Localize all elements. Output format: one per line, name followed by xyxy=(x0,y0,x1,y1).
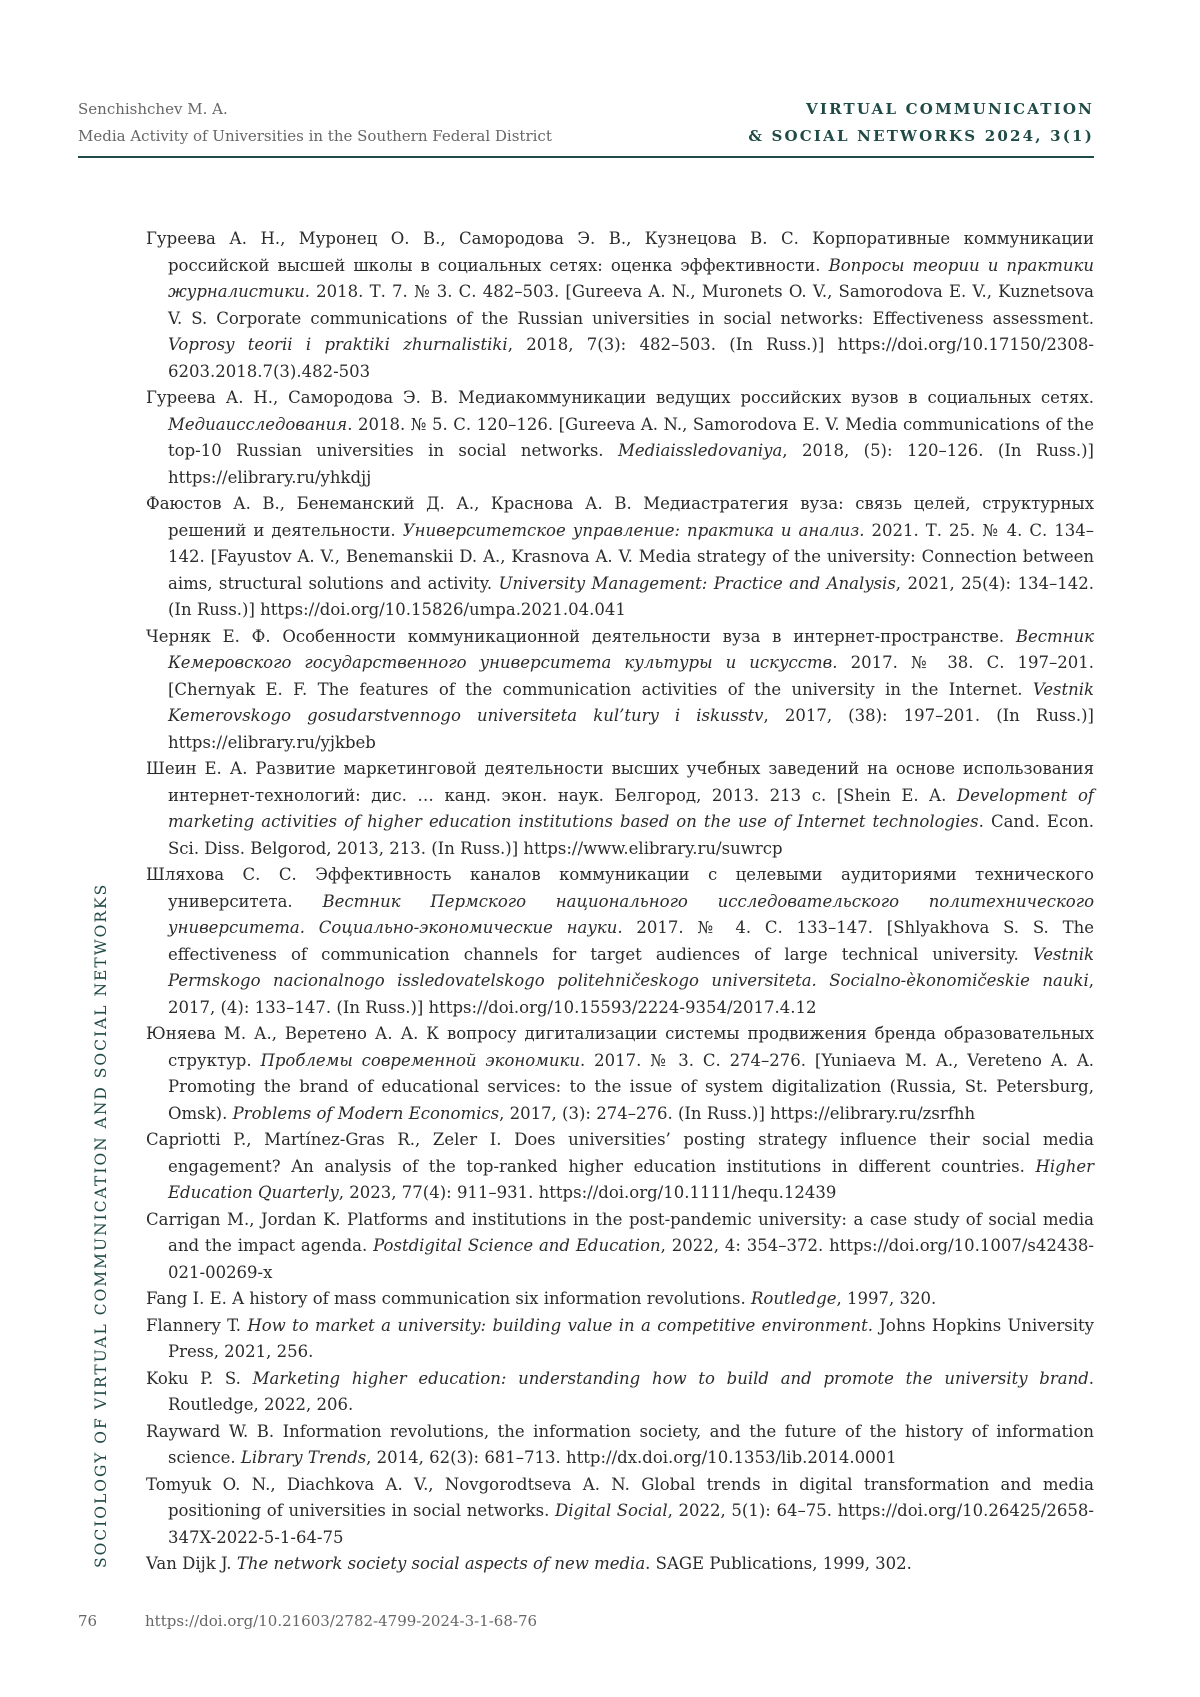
reference-entry xyxy=(146,624,1094,757)
reference-entry xyxy=(146,1286,1094,1313)
reference-text: 2017. № 4. С. 133–147. [Shlyakhova S. S. The effectiveness of communication channels for target audiences of large technical university. xyxy=(168,918,1094,964)
reference-source-title: Вопросы теории и практики журналистики. xyxy=(168,255,1094,301)
reference-text: , 2022, 5(1): 64–75. https://doi.org/10.26425/2658-347X-2022-5-1-64-75 xyxy=(168,1501,1094,1547)
reference-text: 2018. Т. 7. № 3. С. 482–503. [Gureeva A. N., Muronets O. V., Samorodova E. V., Kuznetsova V. S. Corporate communications of the Russian universities in social networks: Effectiveness assessment. xyxy=(168,282,1094,328)
reference-entry xyxy=(146,1313,1094,1366)
reference-text: 2021. Т. 25. № 4. С. 134–142. [Fayustov A. V., Benemanskii D. A., Krasnova A. V. Media strategy of the university: Connection between aims, structural solutions and activity. xyxy=(168,520,1094,593)
reference-text: . SAGE Publications, 1999, 302. xyxy=(645,1554,912,1573)
reference-entry xyxy=(146,226,1094,385)
reference-source-title: Development of marketing activities of higher education institutions based on the use of Internet technologies xyxy=(168,785,1095,831)
reference-text: Гуреева А. Н., Муронец О. В., Самородова Э. В., Кузнецова В. С. Корпоративные коммуникации российской высшей школы в социальных сетях: оценка эффективности. xyxy=(146,229,1094,275)
reference-entry xyxy=(146,1207,1094,1287)
reference-source-title: Voprosy teorii i praktiki zhurnalistiki xyxy=(168,335,508,354)
reference-text: Юняева М. А., Веретено А. А. К вопросу дигитализации системы продвижения бренда образовательных структур. xyxy=(146,1024,1094,1070)
reference-text: Van Dijk J. xyxy=(146,1554,237,1573)
reference-text: . Cand. Econ. Sci. Diss. Belgorod, 2013, 213. (In Russ.)] https://www.elibrary.ru/suwrcp xyxy=(168,812,1094,858)
reference-text: Rayward W. B. Information revolutions, the information society, and the future of the history of information science. xyxy=(146,1421,1094,1467)
reference-source-title: Problems of Modern Economics xyxy=(232,1103,500,1123)
reference-text: , 2014, 62(3): 681–713. http://dx.doi.org/10.1353/lib.2014.0001 xyxy=(366,1448,897,1467)
reference-entry xyxy=(146,1366,1094,1419)
reference-text: . Routledge, 2022, 206. xyxy=(168,1368,1095,1414)
reference-source-title: Vestnik Permskogo nacionalnogo issledovatelskogo politehničeskogo universiteta. Socialno-èkonomičeskie nauki xyxy=(168,944,1094,990)
reference-source-title: The network society social aspects of new media xyxy=(236,1554,646,1573)
reference-text: Шеин Е. А. Развитие маркетинговой деятельности высших учебных заведений на основе использования интернет-технологий: дис. … канд. экон. наук. Белгород, 2013. 213 с. [Shein E. A. xyxy=(146,759,1094,805)
reference-source-title: Университетское управление: практика и анализ. xyxy=(402,520,865,540)
reference-source-title: Вестник Кемеровского государственного университета культуры и искусств. xyxy=(168,626,1094,672)
reference-text: , 2018, 7(3): 482–503. (In Russ.)] https://doi.org/10.17150/2308-6203.2018.7(3).482-503 xyxy=(168,335,1094,381)
reference-text: , 2017, (4): 133–147. (In Russ.)] https://doi.org/10.15593/2224-9354/2017.4.12 xyxy=(168,971,1094,1017)
reference-source-title: Library Trends xyxy=(240,1448,367,1467)
reference-source-title: Mediaissledovaniya xyxy=(617,441,783,460)
header-journal-line1: VIRTUAL COMMUNICATION xyxy=(806,100,1094,118)
reference-entry xyxy=(146,756,1094,862)
reference-entry xyxy=(146,1021,1094,1127)
reference-text: Flannery T. xyxy=(146,1315,248,1335)
reference-text: Johns Hopkins University Press, 2021, 256. xyxy=(168,1315,1095,1361)
page-number: 76 xyxy=(78,1612,98,1630)
running-header xyxy=(78,96,1094,158)
reference-text: Fang I. E. A history of mass communication six information revolutions. xyxy=(146,1289,751,1308)
reference-text: Гуреева А. Н., Самородова Э. В. Медиакоммуникации ведущих российских вузов в социальных сетях. xyxy=(146,388,1094,407)
reference-text: Capriotti P., Martínez-Gras R., Zeler I. Does universities’ posting strategy influence their social media engagement? An analysis of the top-ranked higher education institutions in different countries. xyxy=(146,1130,1094,1176)
side-section-label: SOCIOLOGY OF VIRTUAL COMMUNICATION AND SOCIAL NETWORKS xyxy=(92,882,110,1568)
article-doi: https://doi.org/10.21603/2782-4799-2024-3-1-68-76 xyxy=(145,1612,538,1630)
reference-text: , 2023, 77(4): 911–931. https://doi.org/10.1111/hequ.12439 xyxy=(338,1183,837,1202)
reference-text: Carrigan M., Jordan K. Platforms and institutions in the post-pandemic university: a case study of social media and the impact agenda. xyxy=(146,1209,1094,1255)
reference-text: 2017. № 38. С. 197–201. [Chernyak E. F. The features of the communication activities of the university in the Internet. xyxy=(168,653,1094,699)
header-journal-line2: & SOCIAL NETWORKS 2024, 3(1) xyxy=(748,127,1094,145)
reference-source-title: Higher Education Quarterly xyxy=(168,1156,1094,1202)
reference-text: Tomyuk O. N., Diachkova A. V., Novgorodtseva A. N. Global trends in digital transformation and media positioning of universities in social networks. xyxy=(146,1474,1094,1520)
reference-text: , 2018, (5): 120–126. (In Russ.)] https://elibrary.ru/yhkdjj xyxy=(168,441,1094,487)
reference-entry xyxy=(146,1472,1094,1552)
reference-text: , 2021, 25(4): 134–142. (In Russ.)] https://doi.org/10.15826/umpa.2021.04.041 xyxy=(168,573,1094,619)
header-left xyxy=(78,96,552,150)
reference-source-title: Routledge xyxy=(751,1289,837,1308)
reference-text: , 2022, 4: 354–372. https://doi.org/10.1007/s42438-021-00269-x xyxy=(168,1236,1094,1282)
reference-source-title: University Management: Practice and Analysis xyxy=(498,573,896,593)
reference-list xyxy=(146,226,1094,1578)
reference-text: Черняк Е. Ф. Особенности коммуникационной деятельности вуза в интернет-пространстве. xyxy=(146,626,1016,646)
header-author: Senchishchev M. A. xyxy=(78,100,228,118)
reference-entry xyxy=(146,1127,1094,1207)
reference-entry xyxy=(146,1551,1094,1578)
reference-text: , 2017, (3): 274–276. (In Russ.)] https://elibrary.ru/zsrfhh xyxy=(499,1103,976,1123)
reference-entry xyxy=(146,385,1094,491)
reference-text: . 2017. № 3. С. 274–276. [Yuniaeva M. A., Vereteno A. A. Promoting the brand of educational services: to the issue of system digitalization (Russia, St. Petersburg, Omsk). xyxy=(168,1050,1094,1123)
reference-source-title: Postdigital Science and Education xyxy=(373,1236,661,1255)
reference-source-title: Vestnik Kemerovskogo gosudarstvennogo universiteta kul’tury i iskusstv xyxy=(168,679,1094,725)
reference-source-title: Digital Social xyxy=(555,1501,668,1520)
reference-entry xyxy=(146,1419,1094,1472)
header-article-title: Media Activity of Universities in the Southern Federal District xyxy=(78,127,552,145)
reference-source-title: Проблемы современной экономики xyxy=(260,1050,580,1070)
reference-entry xyxy=(146,862,1094,1021)
reference-text: , 2017, (38): 197–201. (In Russ.)] https://elibrary.ru/yjkbeb xyxy=(168,706,1094,752)
reference-text: Koku P. S. xyxy=(146,1368,253,1388)
reference-source-title: Вестник Пермского национального исследовательского политехнического университета. Социально-экономические науки. xyxy=(168,891,1095,937)
reference-text: Фаюстов А. В., Бенеманский Д. А., Краснова А. В. Медиастратегия вуза: связь целей, структурных решений и деятельности. xyxy=(146,494,1094,540)
reference-source-title: Медиаисследования xyxy=(168,414,348,434)
reference-source-title: Marketing higher education: understanding how to build and promote the university brand xyxy=(252,1368,1089,1388)
reference-text: , 1997, 320. xyxy=(836,1289,937,1308)
reference-text: . 2018. № 5. С. 120–126. [Gureeva A. N., Samorodova E. V. Media communications of the top-10 Russian universities in social networks. xyxy=(168,414,1094,460)
reference-text: Шляхова С. С. Эффективность каналов коммуникации с целевыми аудиториями технического университета. xyxy=(146,865,1094,911)
header-journal xyxy=(748,96,1094,150)
reference-source-title: How to market a university: building value in a competitive environment. xyxy=(247,1315,873,1335)
reference-entry xyxy=(146,491,1094,624)
